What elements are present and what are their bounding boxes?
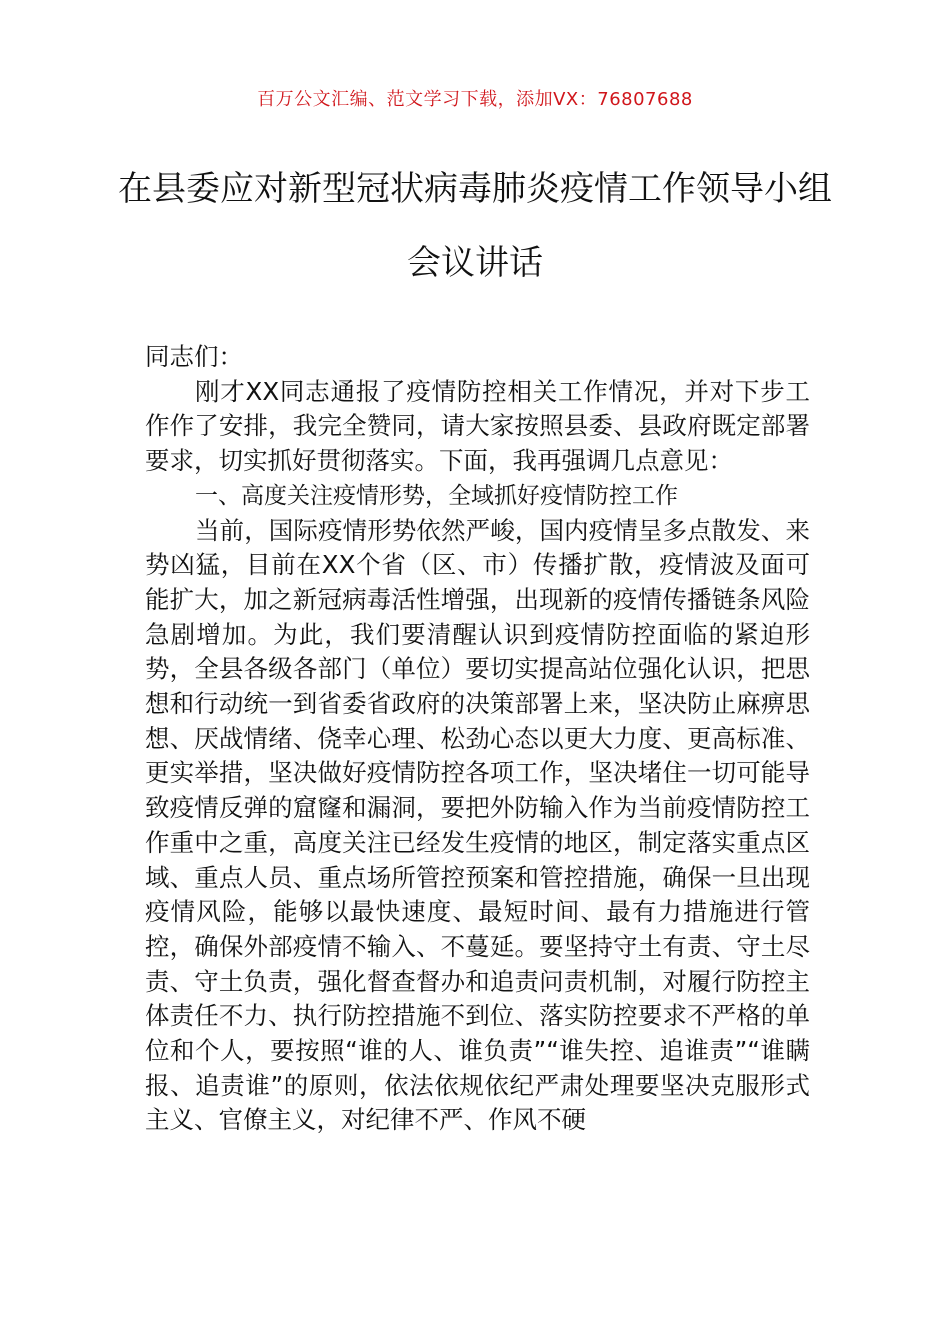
intro-paragraph: 刚才XX同志通报了疫情防控相关工作情况，并对下步工作作了安排，我完全赞同，请大家按照县委、县政府既定部署要求，切实抓好贯彻落实。下面，我再强调几点意见：: [145, 376, 810, 476]
salutation: 同志们：: [145, 342, 243, 371]
document-body: [145, 340, 810, 1138]
document-title: 在县委应对新型冠状病毒肺炎疫情工作领导小组会议讲话: [118, 169, 832, 283]
section-heading-1: 一、高度关注疫情形势，全域抓好疫情防控工作: [195, 482, 678, 509]
section-1-paragraph: 当前，国际疫情形势依然严峻，国内疫情呈多点散发、来势凶猛，目前在XX个省（区、市）传播扩散，疫情波及面可能扩大，加之新冠病毒活性增强，出现新的疫情传播链条风险急剧增加。为此，我们要清醒认识到疫情防控面临的紧迫形势，全县各级各部门（单位）要切实提高站位强化认识，把思想和行动统一到省委省政府的决策部署上来，坚决防止麻痹思想、厌战情绪、侥幸心理、松劲心态以更大力度、更高标准、更实举措，坚决做好疫情防控各项工作，坚决堵住一切可能导致疫情反弹的窟窿和漏洞，要把外防输入作为当前疫情防控工作重中之重，高度关注已经发生疫情的地区，制定落实重点区域、重点人员、重点场所管控预案和管控措施，确保一旦出现疫情风险，能够以最快速度、最短时间、最有力措施进行管控，确保外部疫情不输入、不蔓延。要坚持守土有责、守土尽责、守土负责，强化督查督办和追责问责机制，对履行防控主体责任不力、执行防控措施不到位、落实防控要求不严格的单位和个人，要按照“谁的人、谁负责”“谁失控、追谁责”“谁瞒报、追责谁”的原则，依法依规依纪严肃处理要坚决克服形式主义、官僚主义，对纪律不严、作风不硬: [145, 515, 810, 1135]
header-watermark-note: 百万公文汇编、范文学习下载，添加VX：76807688: [257, 89, 693, 110]
